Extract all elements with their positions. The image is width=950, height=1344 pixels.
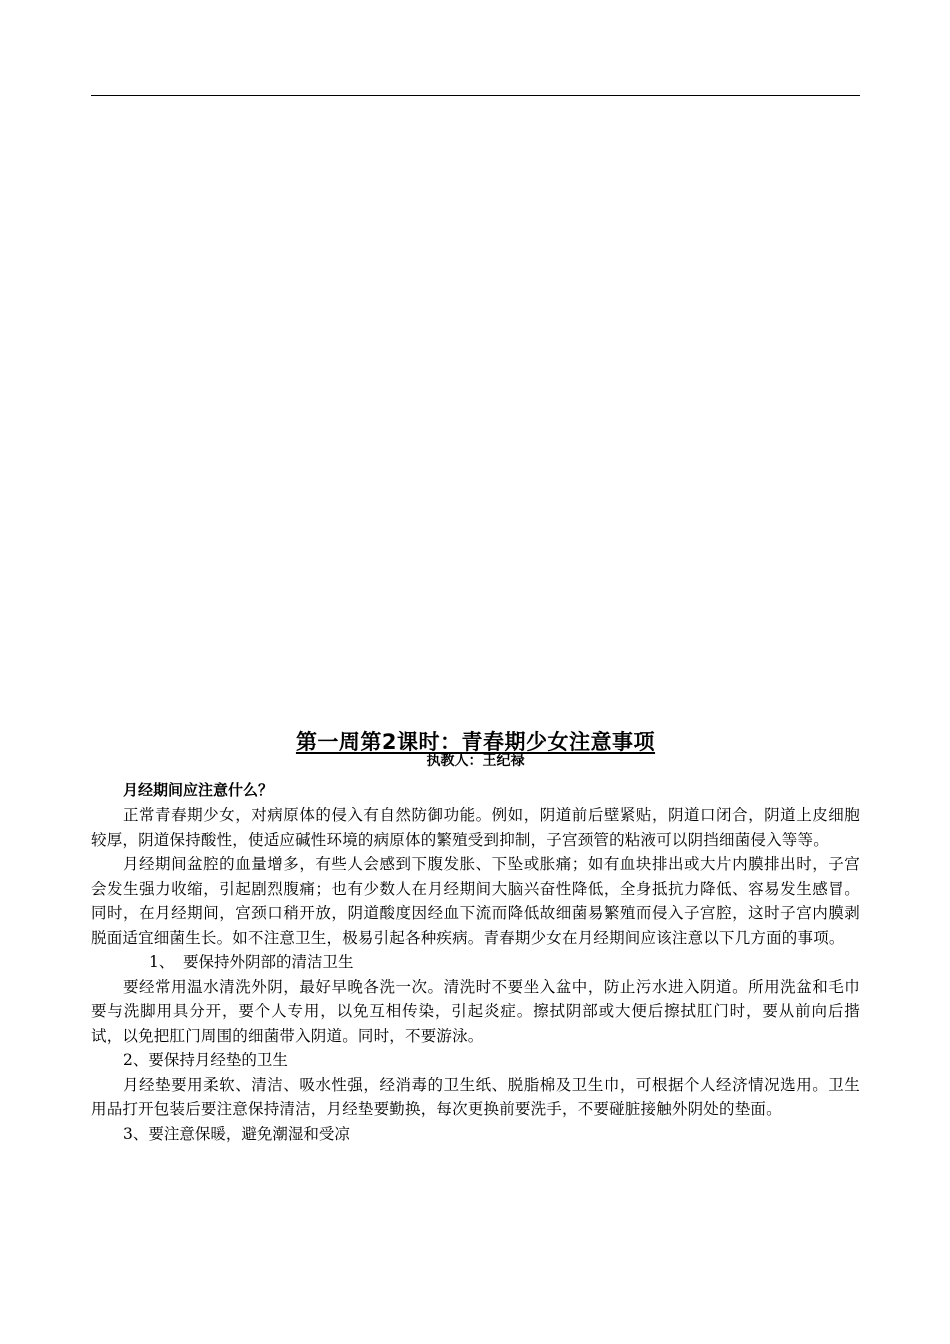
header-rule xyxy=(91,95,860,96)
document-title: 第一周第2课时：青春期少女注意事项 xyxy=(295,730,656,754)
section-heading: 月经期间应注意什么？ xyxy=(123,781,274,799)
list-item-heading xyxy=(91,950,860,975)
document-author: 执教人：王纪禄 xyxy=(426,753,525,769)
list-item-heading-text: 要保持外阴部的清洁卫生 xyxy=(183,953,354,971)
paragraph: 月经垫要用柔软、清洁、吸水性强，经消毒的卫生纸、脱脂棉及卫生巾，可根据个人经济情况选用。卫生用品打开包装后要注意保持清洁，月经垫要勤换，每次更换前要洗手，不要碰脏接触外阴处的垫面。 xyxy=(91,1075,860,1118)
document-body xyxy=(91,727,860,1146)
paragraph: 要经常用温水清洗外阴，最好早晚各洗一次。清洗时不要坐入盆中，防止污水进入阴道。所用洗盆和毛巾要与洗脚用具分开，要个人专用，以免互相传染，引起炎症。擦拭阴部或大便后擦拭肛门时，要从前向后揩试，以免把肛门周围的细菌带入阴道。同时，不要游泳。 xyxy=(91,977,860,1045)
paragraph: 正常青春期少女，对病原体的侵入有自然防御功能。例如，阴道前后壁紧贴，阴道口闭合，阴道上皮细胞较厚，阴道保持酸性，使适应碱性环境的病原体的繁殖受到抑制，子宫颈管的粘液可以阴挡细菌侵入等等。 xyxy=(91,806,860,849)
list-item-heading: 3、要注意保暖，避免潮湿和受凉 xyxy=(123,1124,350,1143)
list-item-heading: 2、要保持月经垫的卫生 xyxy=(123,1051,288,1069)
paragraph: 月经期间盆腔的血量增多，有些人会感到下腹发胀、下坠或胀痛；如有血块排出或大片内膜排出时，子宫会发生强力收缩，引起剧烈腹痛；也有少数人在月经期间大脑兴奋性降低，全身抵抗力降低、容易发生感冒。同时，在月经期间，宫颈口稍开放，阴道酸度因经血下流而降低故细菌易繁殖而侵入子宫腔，这时子宫内膜剥脱面适宜细菌生长。如不注意卫生，极易引起各种疾病。青春期少女在月经期间应该注意以下几方面的事项。 xyxy=(91,855,860,947)
list-item-number: 1、 xyxy=(149,953,175,971)
